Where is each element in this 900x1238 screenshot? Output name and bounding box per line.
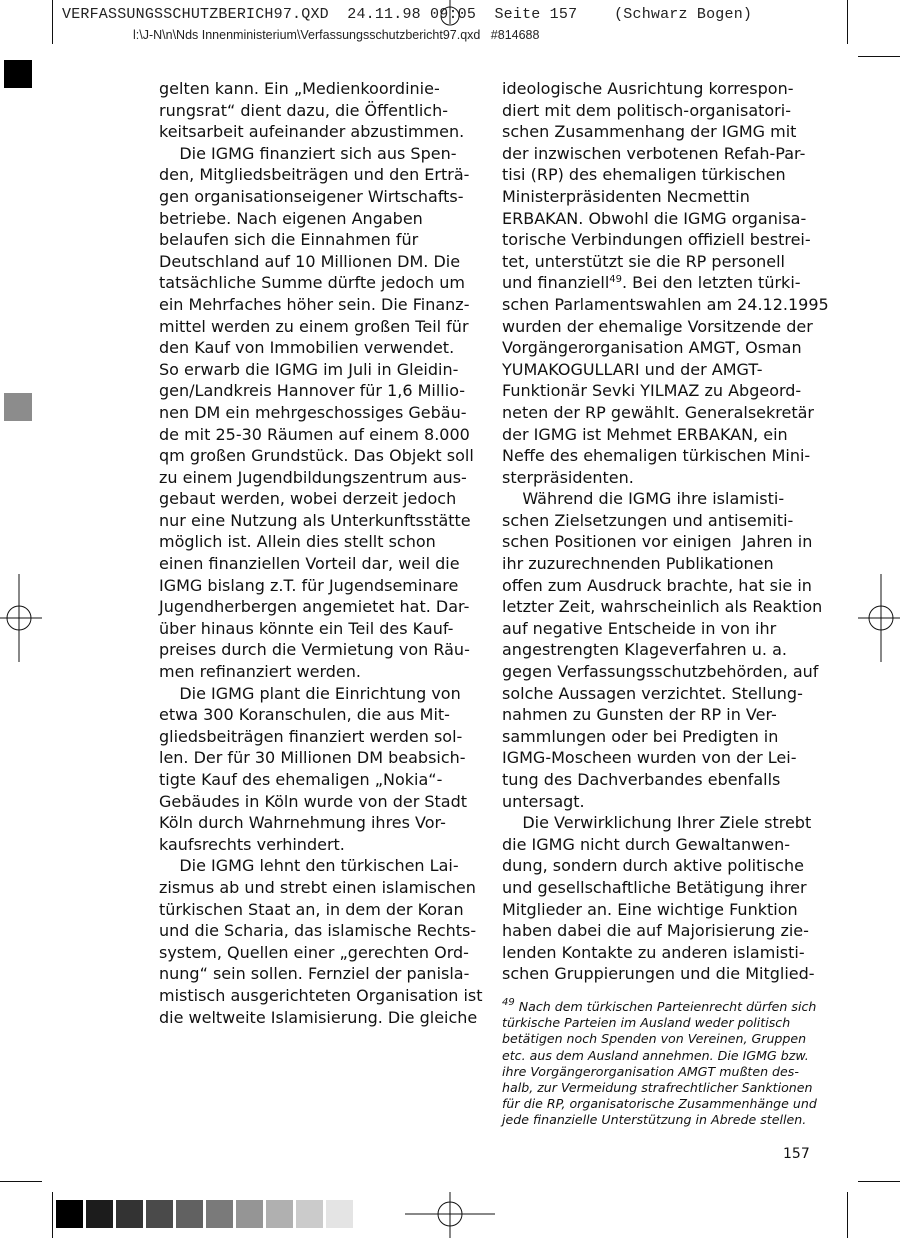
footnote-line: für die RP, organisatorische Zusammenhänge und (502, 1096, 817, 1112)
text-line: IGMG-Moscheen wurden von der Lei- (502, 748, 797, 768)
text-line: belaufen sich die Einnahmen für (159, 230, 419, 250)
text-line: untersagt. (502, 791, 585, 811)
color-swatch (236, 1200, 263, 1228)
text-line: offen zum Ausdruck brachte, hat sie in (502, 575, 812, 595)
text-line: schen Positionen vor einigen Jahren in (502, 532, 813, 552)
right-text-column (502, 78, 829, 985)
color-swatch (116, 1200, 143, 1228)
text-line: mistisch ausgerichteten Organisation ist (159, 985, 483, 1005)
text-line: Neffe des ehemaligen türkischen Mini- (502, 446, 811, 466)
text-line: wurden der ehemalige Vorsitzende der (502, 316, 813, 336)
text-line: die IGMG nicht durch Gewaltanwen- (502, 834, 791, 854)
text-line: nur eine Nutzung als Unterkunftsstätte (159, 510, 471, 530)
text-line: gen/Landkreis Hannover für 1,6 Millio- (159, 381, 466, 401)
crop-mark-top-left-vertical (52, 0, 53, 44)
left-text-column (159, 78, 483, 1028)
text-line: auf negative Entscheide in von ihr (502, 618, 777, 638)
color-swatch (146, 1200, 173, 1228)
text-fragment: und finanziell (502, 273, 610, 293)
text-line: betriebe. Nach eigenen Angaben (159, 208, 423, 228)
crop-mark-bottom-right-vertical (847, 1192, 848, 1238)
footnote-line: türkische Parteien im Ausland weder politisch (502, 1015, 791, 1031)
crop-mark-top-right-vertical (847, 0, 848, 44)
text-line: tisi (RP) des ehemaligen türkischen (502, 165, 786, 185)
text-line: und die Scharia, das islamische Rechts- (159, 921, 477, 941)
text-line: Die IGMG plant die Einrichtung von (159, 683, 461, 703)
text-line: der inzwischen verbotenen Refah-Par- (502, 143, 806, 163)
color-calibration-bar (56, 1200, 356, 1228)
color-swatch (206, 1200, 233, 1228)
crop-mark-bottom-left-vertical (52, 1192, 53, 1238)
footnote-line (502, 997, 817, 1015)
text-line-with-footnote-ref (502, 272, 812, 294)
text-line: lenden Kontakte zu anderen islamisti- (502, 942, 805, 962)
text-line: Deutschland auf 10 Millionen DM. Die (159, 251, 461, 271)
footnote-line: halb, zur Vermeidung strafrechtlicher Sanktionen (502, 1079, 813, 1095)
text-line: diert mit dem politisch-organisatori- (502, 100, 791, 120)
text-fragment: . Bei den letzten türki- (622, 273, 801, 293)
text-line: sammlungen oder bei Predigten in (502, 726, 779, 746)
footnote-reference[interactable]: 49 (609, 274, 622, 286)
text-line: möglich ist. Allein dies stellt schon (159, 532, 436, 552)
text-line: zismus ab und strebt einen islamischen (159, 877, 476, 897)
text-line: türkischen Staat an, in dem der Koran (159, 899, 464, 919)
text-line: sterpräsidenten. (502, 467, 634, 487)
text-line: So erwarb die IGMG im Juli in Gleidin- (159, 359, 459, 379)
color-swatch (56, 1200, 83, 1228)
text-line: ein Mehrfaches höher sein. Die Finanz- (159, 294, 470, 314)
color-swatch (296, 1200, 323, 1228)
page-number: 157 (783, 1146, 810, 1162)
text-line: schen Zusammenhang der IGMG mit (502, 122, 797, 142)
text-line: Mitglieder an. Eine wichtige Funktion (502, 899, 798, 919)
text-line: gliedsbeiträgen finanziert werden sol- (159, 726, 463, 746)
text-line: tigte Kauf des ehemaligen „Nokia“- (159, 770, 443, 789)
registration-mark-bottom-icon (405, 1192, 495, 1238)
text-line: ERBAKAN. Obwohl die IGMG organisa- (502, 208, 807, 228)
text-line: schen Zielsetzungen und antisemiti- (502, 510, 794, 530)
text-line: preises durch die Vermietung von Räu- (159, 640, 470, 660)
text-line: system, Quellen einer „gerechten Ord- (159, 942, 469, 962)
color-swatch (266, 1200, 293, 1228)
color-swatch (176, 1200, 203, 1228)
text-line: de mit 25-30 Räumen auf einem 8.000 (159, 424, 470, 444)
text-line: men refinanziert werden. (159, 662, 361, 682)
text-line: dung, sondern durch aktive politische (502, 856, 804, 876)
text-line: Funktionär Sevki YILMAZ zu Abgeord- (502, 381, 802, 401)
text-line: Vorgängerorganisation AMGT, Osman (502, 338, 802, 358)
print-slug-path: l:\J-N\n\Nds Innenministerium\Verfassungsschutzbericht97.qxd #814688 (133, 28, 540, 42)
text-line: nahmen zu Gunsten der RP in Ver- (502, 705, 777, 725)
text-line: tatsächliche Summe dürfte jedoch um (159, 273, 465, 293)
footnote-line: betätigen noch Spenden von Vereinen, Gruppen (502, 1031, 807, 1047)
text-line: über hinaus könnte ein Teil des Kauf- (159, 618, 454, 638)
text-line: keitsarbeit aufeinander abzustimmen. (159, 122, 465, 142)
text-line: rungsrat“ dient dazu, die Öffentlich- (159, 100, 449, 120)
text-line: schen Gruppierungen und die Mitglied- (502, 964, 815, 984)
color-swatch (326, 1200, 353, 1228)
text-line: Jugendherbergen angemietet hat. Dar- (159, 597, 470, 617)
text-line: Die IGMG finanziert sich aus Spen- (159, 143, 457, 163)
text-line: zu einem Jugendbildungszentrum aus- (159, 467, 467, 487)
text-line: mittel werden zu einem großen Teil für (159, 316, 469, 336)
text-line: tung des Dachverbandes ebenfalls (502, 770, 781, 789)
text-line: etwa 300 Koranschulen, die aus Mit- (159, 705, 450, 725)
text-line: einen finanziellen Vorteil dar, weil die (159, 554, 460, 574)
text-line: Köln durch Wahrnehmung ihres Vor- (159, 813, 446, 833)
text-line: Gebäudes in Köln wurde von der Stadt (159, 791, 468, 811)
gray-margin-square (4, 393, 32, 421)
text-line: gen organisationseigener Wirtschafts- (159, 186, 464, 206)
print-slug-header: VERFASSUNGSSCHUTZBERICH97.QXD 24.11.98 09:05 Seite 157 (Schwarz Bogen) (62, 6, 753, 23)
footnote-line: ihre Vorgängerorganisation AMGT mußten des- (502, 1063, 799, 1079)
registration-mark-right-icon (856, 574, 900, 662)
text-line: den, Mitgliedsbeiträgen und den Erträ- (159, 165, 470, 185)
text-line: tet, unterstützt sie die RP personell (502, 251, 785, 271)
crop-mark-bottom-left-horizontal (0, 1181, 42, 1182)
footnote-number: 49 (502, 997, 515, 1008)
text-line: nung“ sein sollen. Fernziel der panisla- (159, 964, 470, 984)
text-line: kaufsrechts verhindert. (159, 834, 345, 854)
footnote-text: Nach dem türkischen Parteienrecht dürfen sich (514, 999, 817, 1014)
text-line: haben dabei die auf Majorisierung zie- (502, 921, 809, 941)
text-line: solche Aussagen verzichtet. Stellung- (502, 683, 803, 703)
text-line: len. Der für 30 Millionen DM beabsich- (159, 748, 466, 768)
text-line: und gesellschaftliche Betätigung ihrer (502, 877, 807, 897)
text-line: die weltweite Islamisierung. Die gleiche (159, 1007, 478, 1027)
registration-mark-left-icon (0, 574, 44, 662)
text-line: Die IGMG lehnt den türkischen Lai- (159, 856, 459, 876)
crop-mark-top-right-horizontal (858, 56, 900, 57)
footnote (502, 997, 817, 1129)
footnote-line: etc. aus dem Ausland annehmen. Die IGMG bzw. (502, 1047, 809, 1063)
registration-mark-top-icon (405, 0, 495, 40)
text-line: gebaut werden, wobei derzeit jedoch (159, 489, 457, 509)
text-line: neten der RP gewählt. Generalsekretär (502, 402, 814, 422)
text-line: torische Verbindungen offiziell bestrei- (502, 230, 811, 250)
text-line: letzter Zeit, wahrscheinlich als Reaktion (502, 597, 823, 617)
color-swatch (86, 1200, 113, 1228)
black-margin-square (4, 60, 32, 88)
text-line: angestrengten Klageverfahren u. a. (502, 640, 787, 660)
text-line: ihr zuzurechnenden Publikationen (502, 554, 774, 574)
text-line: der IGMG ist Mehmet ERBAKAN, ein (502, 424, 788, 444)
text-line: nen DM ein mehrgeschossiges Gebäu- (159, 402, 467, 422)
text-line: gegen Verfassungsschutzbehörden, auf (502, 662, 819, 682)
text-line: Während die IGMG ihre islamisti- (502, 489, 785, 509)
footnote-line: jede finanzielle Unterstützung in Abrede stellen. (502, 1112, 807, 1128)
crop-mark-bottom-right-horizontal (858, 1181, 900, 1182)
text-line: gelten kann. Ein „Medienkoordinie- (159, 79, 440, 98)
text-line: den Kauf von Immobilien verwendet. (159, 338, 455, 358)
text-line: ideologische Ausrichtung korrespon- (502, 79, 794, 98)
text-line: schen Parlamentswahlen am 24.12.1995 (502, 294, 829, 314)
text-line: qm großen Grundstück. Das Objekt soll (159, 446, 474, 466)
text-line: Ministerpräsidenten Necmettin (502, 186, 750, 206)
text-line: YUMAKOGULLARI und der AMGT- (502, 359, 763, 379)
text-line: Die Verwirklichung Ihrer Ziele strebt (502, 813, 812, 833)
text-line: IGMG bislang z.T. für Jugendseminare (159, 575, 459, 595)
